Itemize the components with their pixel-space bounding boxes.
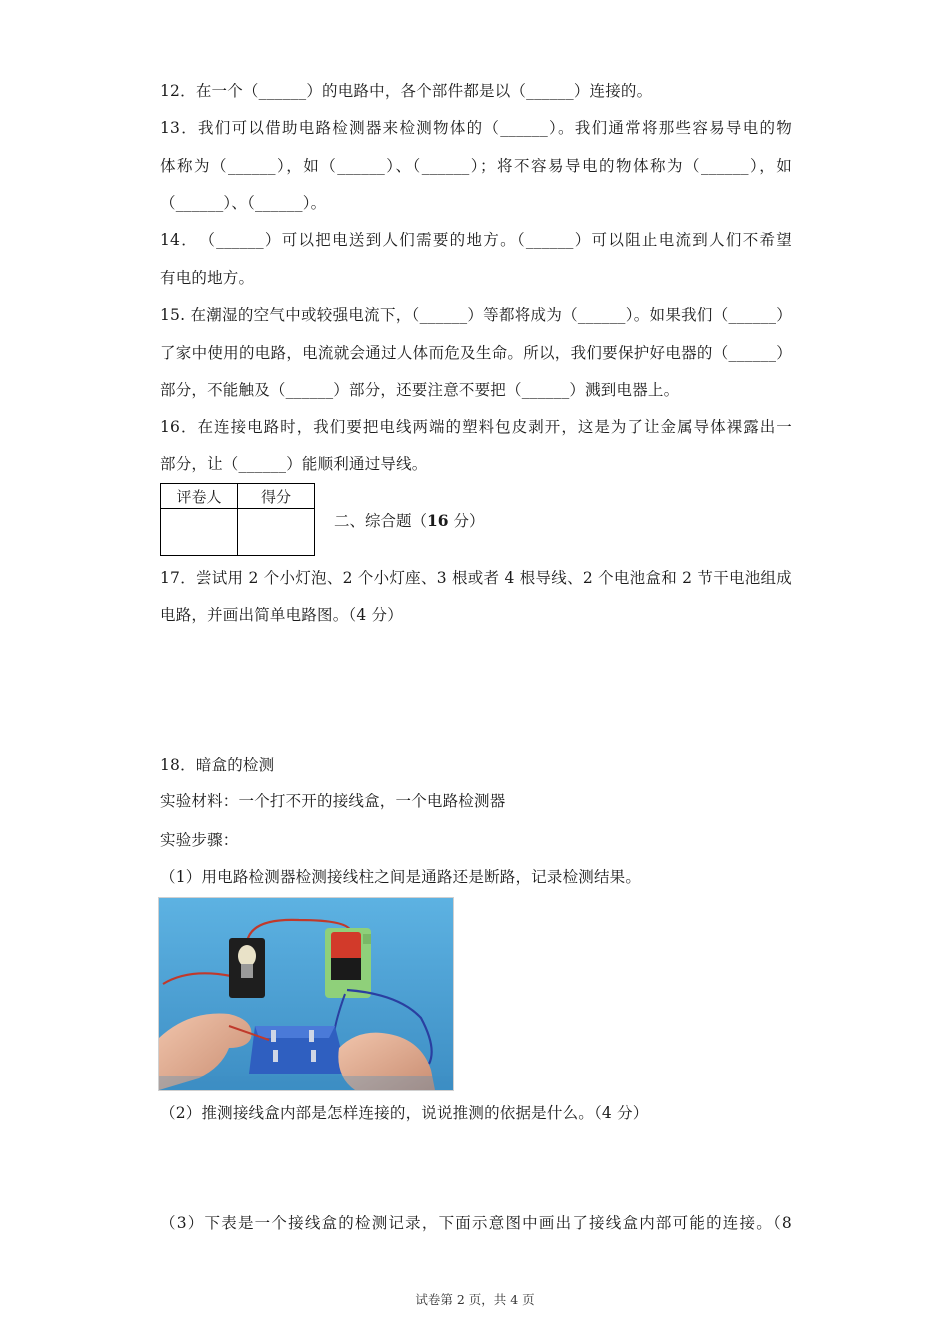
- question-18-step-3: （3）下表是一个接线盒的检测记录，下面示意图中画出了接线盒内部可能的连接。（8: [160, 1214, 792, 1232]
- section-2-points: 16: [427, 511, 449, 530]
- question-14-line-2: 有电的地方。: [160, 269, 255, 287]
- grader-score-table: [160, 483, 315, 556]
- light-bulb: [238, 945, 256, 967]
- score-header: 得分: [238, 484, 315, 509]
- question-18-steps-label: 实验步骤：: [160, 831, 239, 849]
- question-13-line-2: 体称为（______），如（______）、（______）；将不容易导电的物体称为（______），如: [160, 157, 792, 175]
- question-12: 12．在一个（______）的电路中，各个部件都是以（______）连接的。: [160, 82, 653, 100]
- score-cell[interactable]: [238, 509, 315, 556]
- question-18-step-1: （1）用电路检测器检测接线柱之间是通路还是断路，记录检测结果。: [160, 868, 642, 886]
- question-18-materials: 实验材料：一个打不开的接线盒，一个电路检测器: [160, 792, 506, 810]
- question-15-line-3: 部分，不能触及（______）部分，还要注意不要把（______）溅到电器上。: [160, 381, 680, 399]
- circuit-tester-photo: [158, 897, 454, 1091]
- question-18-title: 18．暗盒的检测: [160, 756, 275, 774]
- question-15-line-2: 了家中使用的电路，电流就会通过人体而危及生命。所以，我们要保护好电器的（______）: [160, 344, 792, 362]
- page-footer: 试卷第 2 页，共 4 页: [415, 1292, 535, 1307]
- question-13-line-3: （______）、（______）。: [160, 194, 327, 212]
- question-13-line-1: 13．我们可以借助电路检测器来检测物体的（______）。我们通常将那些容易导电的物: [160, 119, 792, 137]
- question-14-line-1: 14． （______）可以把电送到人们需要的地方。（______）可以阻止电流到人们不希望: [160, 231, 792, 249]
- question-16-line-1: 16．在连接电路时，我们要把电线两端的塑料包皮剥开，这是为了让金属导体裸露出一: [160, 418, 792, 436]
- grader-header: 评卷人: [161, 484, 238, 509]
- grader-cell[interactable]: [161, 509, 238, 556]
- question-15-line-1: 15. 在潮湿的空气中或较强电流下，（______）等都将成为（______）。如果我们（______）: [160, 306, 792, 324]
- section-2-title: 二、综合题（16 分）: [334, 511, 485, 530]
- question-18-step-2: （2）推测接线盒内部是怎样连接的，说说推测的依据是什么。（4 分）: [160, 1104, 649, 1122]
- question-16-line-2: 部分，让（______）能顺利通过导线。: [160, 455, 428, 473]
- question-17-line-2: 电路，并画出简单电路图。（4 分）: [160, 606, 403, 624]
- question-17-line-1: 17．尝试用 2 个小灯泡、2 个小灯座、3 根或者 4 根导线、2 个电池盒和 2 节干电池组成: [160, 569, 792, 587]
